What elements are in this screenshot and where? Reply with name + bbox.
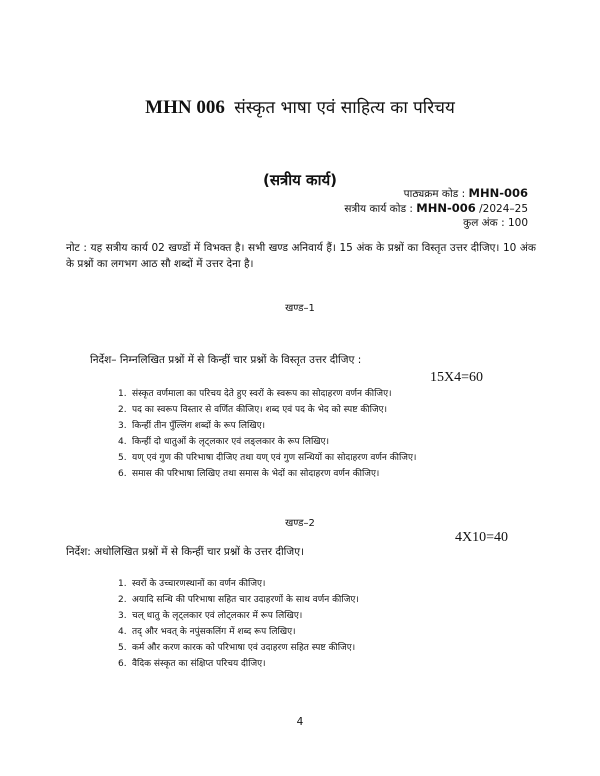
meta-value: MHN-006 [468, 186, 528, 200]
list-item: 6. वैदिक संस्कृत का संक्षिप्त परिचय दीजिए। [118, 659, 266, 669]
section-1-label: खण्ड–1 [285, 303, 315, 314]
assignment-subtitle: (सत्रीय कार्य) [262, 171, 338, 189]
page-number: 4 [296, 716, 304, 728]
section-1-directive: निर्देश– निम्नलिखित प्रश्नों में से किन्हीं चार प्रश्नों के विस्तृत उत्तर दीजिए : [90, 354, 362, 366]
page-title [0, 95, 600, 119]
list-item: 6. समास की परिभाषा लिखिए तथा समास के भेदों का सोदाहरण वर्णन कीजिए। [118, 469, 380, 479]
meta-assignment-code [344, 201, 528, 216]
section-1-marks: 15X4=60 [430, 370, 484, 385]
course-code: MHN 006 [145, 97, 225, 118]
meta-extra: 100 [507, 217, 528, 229]
list-item: 1. स्वरों के उच्चारणस्थानों का वर्णन कीजिए। [118, 579, 266, 589]
meta-extra: /2024–25 [479, 203, 528, 215]
list-item: 1. संस्कृत वर्णमाला का परिचय देते हुए स्वरों के स्वरूप का सोदाहरण वर्णन कीजिए। [118, 389, 392, 399]
meta-course-code [404, 186, 528, 201]
section-2-marks: 4X10=40 [455, 530, 509, 545]
list-item: 4. तद् और भवत् के नपुंसकलिंग में शब्द रूप लिखिए। [118, 627, 296, 637]
section-1-question-list [118, 386, 416, 482]
course-title: संस्कृत भाषा एवं साहित्य का परिचय [234, 98, 455, 118]
meta-label: सत्रीय कार्य कोड : [344, 203, 413, 215]
list-item: 5. यण् एवं गुण की परिभाषा दीजिए तथा यण् एवं गुण सन्धियों का सोदाहरण वर्णन कीजिए। [118, 453, 417, 463]
list-item: 2. पद का स्वरूप विस्तार से वर्णित कीजिए। शब्द एवं पद के भेद को स्पष्ट कीजिए। [118, 405, 388, 415]
list-item: 5. कर्म और करण कारक को परिभाषा एवं उदाहरण सहित स्पष्ट कीजिए। [118, 643, 356, 653]
section-2-question-list [118, 576, 359, 672]
section-2-label: खण्ड–2 [285, 518, 315, 529]
list-item: 3. चल् धातु के लृट्लकार एवं लोट्लकार में रूप लिखिए। [118, 611, 303, 621]
list-item: 4. किन्हीं दो धातुओं के लृट्लकार एवं लङ्लकार के रूप लिखिए। [118, 437, 330, 447]
section-2-directive: निर्देश: अधोलिखित प्रश्नों में से किन्हीं चार प्रश्नों के उत्तर दीजिए। [66, 546, 304, 558]
assignment-note: नोट : यह सत्रीय कार्य 02 खण्डों में विभक्त है। सभी खण्ड अनिवार्य हैं। 15 अंक के प्रश्नों का विस्तृत उत्तर दीजिए। 10 अंक के प्रश्नों का लगभग आठ सौ शब्दों में उत्तर देना है। [66, 242, 536, 270]
list-item: 2. अयादि सन्धि की परिभाषा सहित चार उदाहरणों के साथ वर्णन कीजिए। [118, 595, 359, 605]
meta-label: पाठ्यक्रम कोड : [403, 188, 466, 200]
meta-label: कुल अंक : [463, 217, 505, 229]
meta-total-marks [463, 216, 528, 230]
list-item: 3. किन्हीं तीन पुँल्लिंग शब्दों के रूप लिखिए। [118, 421, 266, 431]
meta-value: MHN-006 [416, 201, 476, 215]
